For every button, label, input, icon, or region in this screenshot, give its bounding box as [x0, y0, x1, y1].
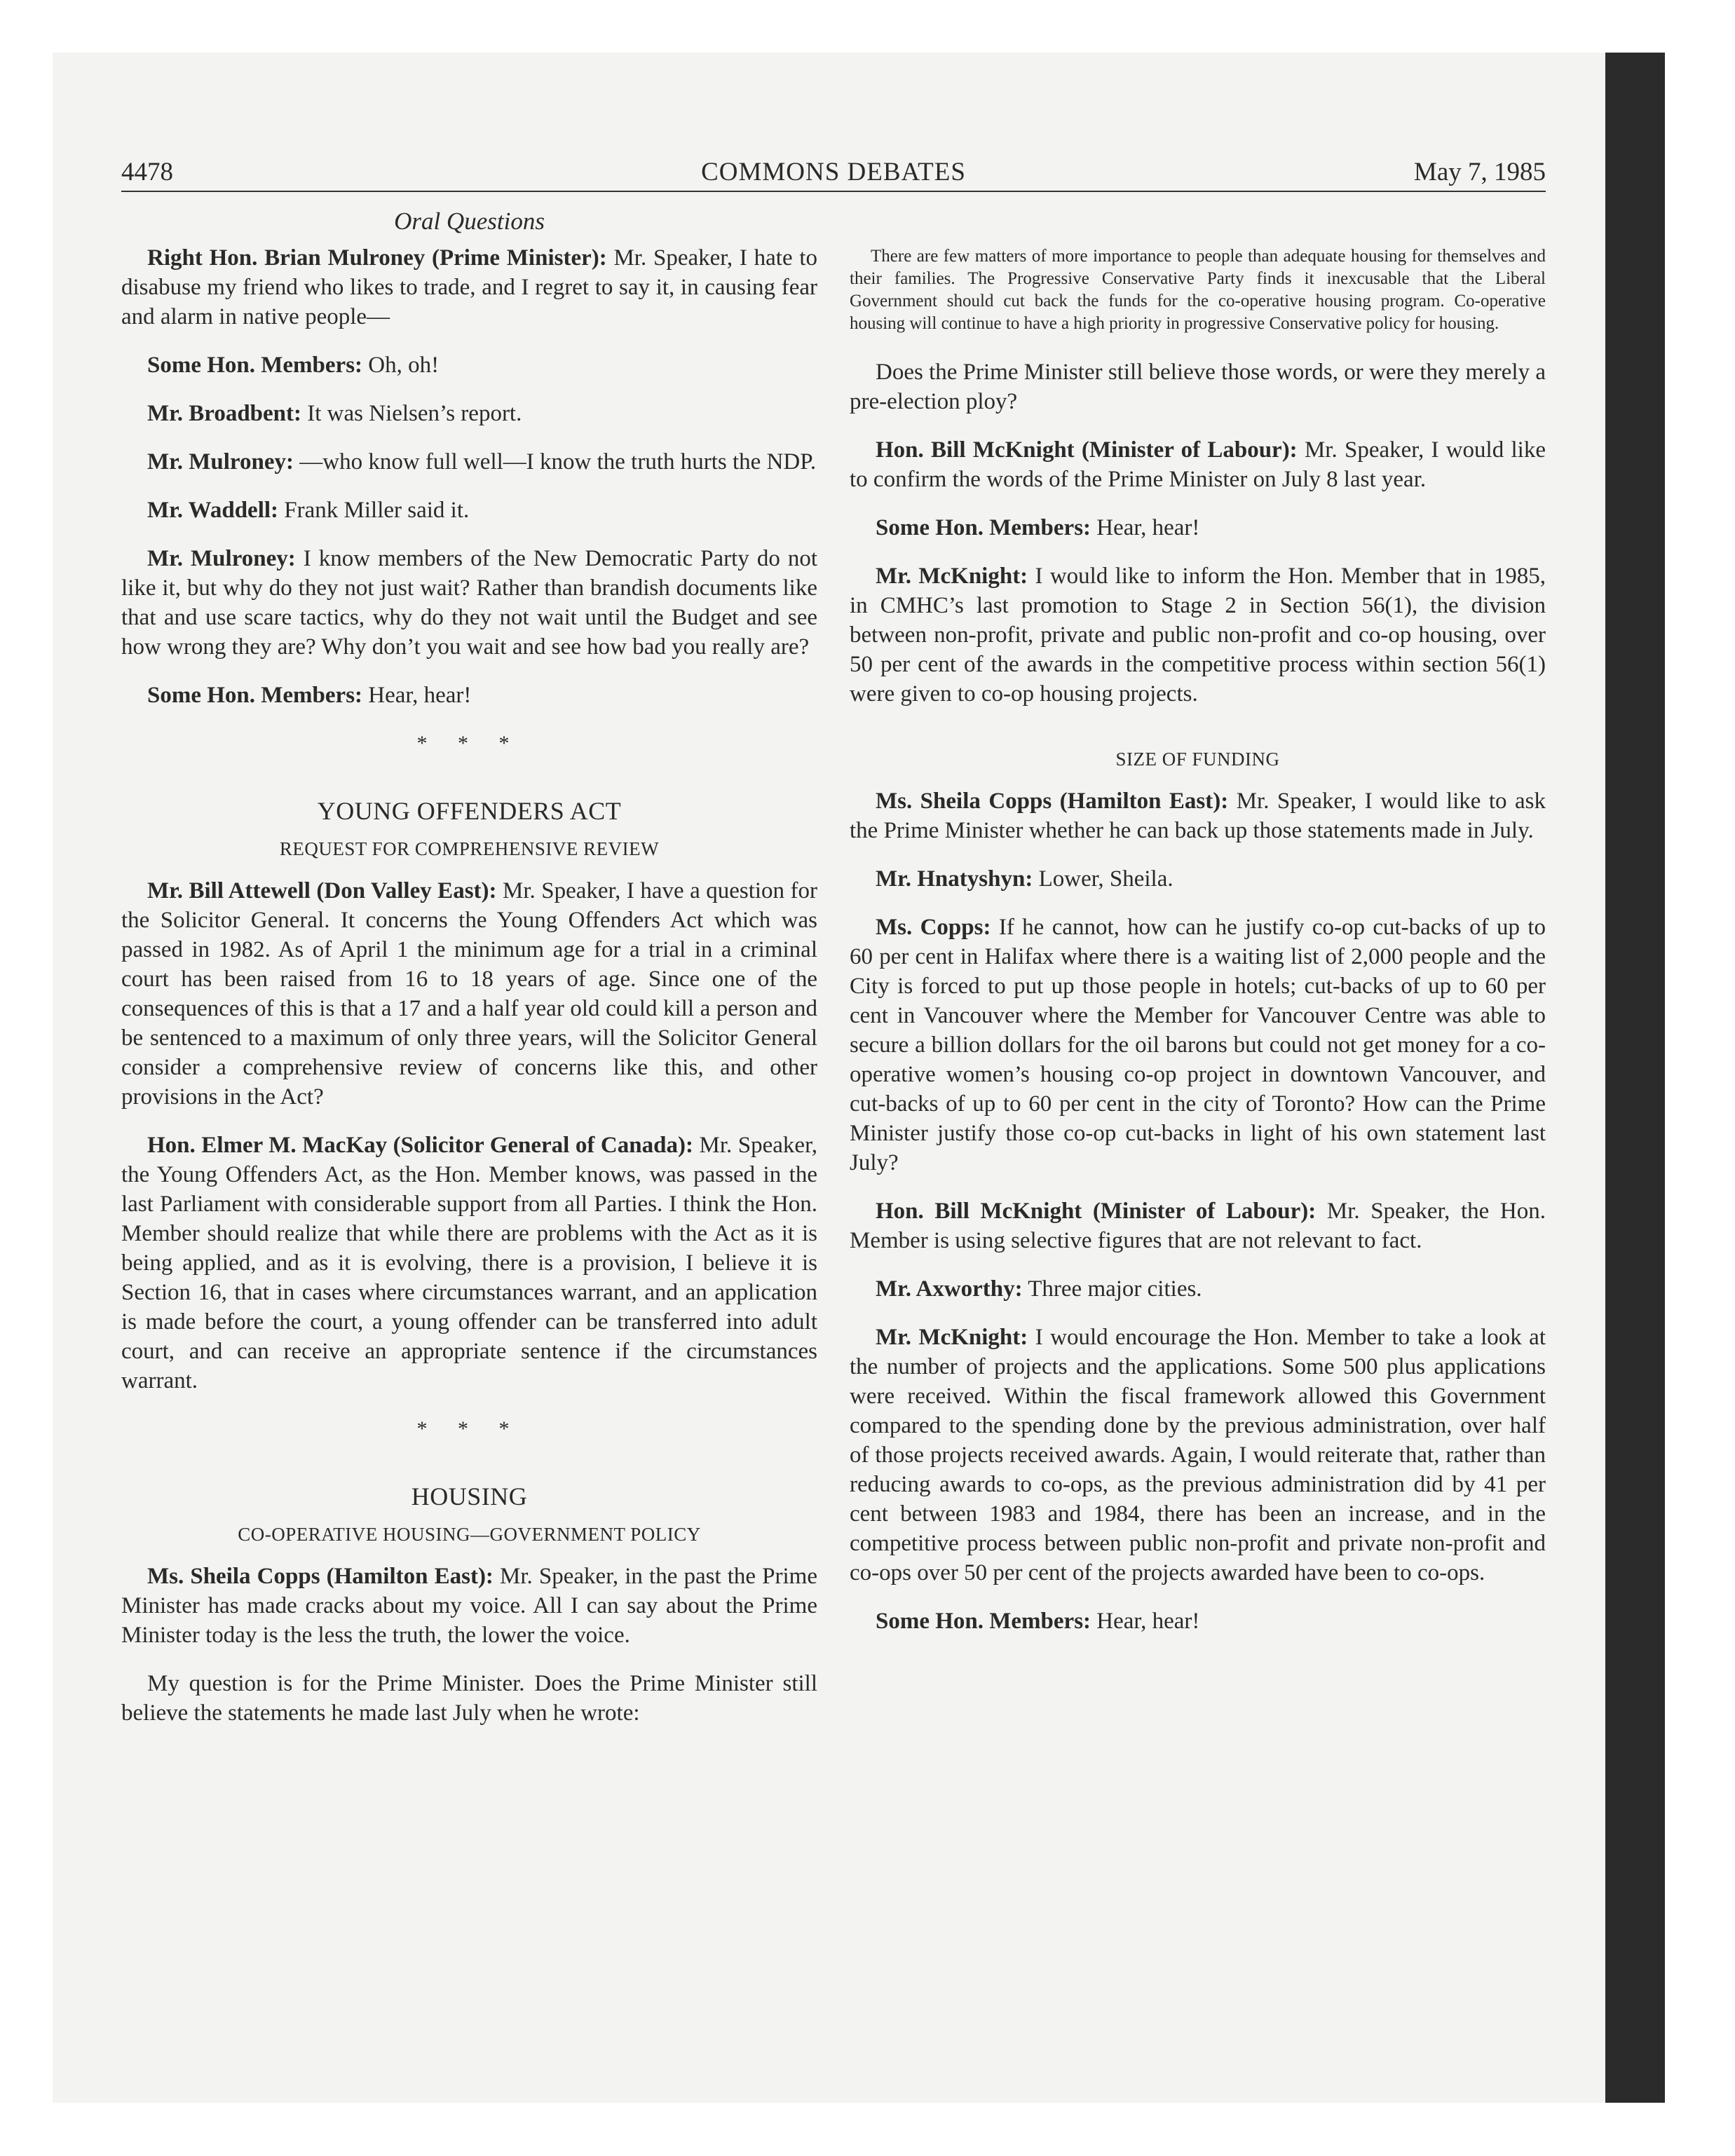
section-subheading: SIZE OF FUNDING — [1115, 749, 1280, 770]
speaker-name: Some Hon. Members: — [876, 1609, 1091, 1634]
speech-paragraph — [121, 1562, 817, 1650]
speech-text: Hear, hear! — [1091, 1609, 1200, 1634]
speech-text: Lower, Sheila. — [1033, 866, 1173, 892]
speaker-name: Ms. Sheila Copps (Hamilton East): — [876, 789, 1229, 814]
speech-text: Mr. Speaker, I hate to disabuse my friend who likes to trade, and I regret to say it, in causing fear and alarm in native people— — [121, 245, 817, 329]
speaker-name: Some Hon. Members: — [147, 683, 363, 708]
speaker-name: Mr. Broadbent: — [147, 401, 302, 426]
speech-paragraph — [850, 435, 1546, 494]
section-subheading: CO-OPERATIVE HOUSING—GOVERNMENT POLICY — [238, 1524, 701, 1545]
speaker-name: Mr. Bill Attewell (Don Valley East): — [147, 878, 497, 903]
page-header — [121, 157, 1546, 192]
speech-paragraph — [850, 1274, 1546, 1304]
speech-paragraph: Does the Prime Minister still believe those words, or were they merely a pre-election ploy? — [850, 360, 1546, 414]
section-separator: * * * — [416, 1417, 522, 1440]
speech-text: I would encourage the Hon. Member to take a look at the number of projects and the applications. Some 500 plus applications were received. Within the fiscal framework allowed this Government compared to the spending done by the previous administration, over half of those projects received awards. Again, I would reiterate that, rather than reducing awards to co-ops, as the previous administration did by 41 per cent between 1983 and 1984, there has been an increase, and in the competitive process between public non-profit and private non-profit and co-ops over 50 per cent of the projects awarded have been to co-ops. — [850, 1325, 1546, 1585]
left-column — [121, 207, 817, 1747]
speaker-name: Some Hon. Members: — [876, 515, 1091, 540]
speaker-name: Mr. McKnight: — [876, 564, 1028, 589]
speech-paragraph — [850, 786, 1546, 845]
speaker-name: Hon. Bill McKnight (Minister of Labour): — [876, 437, 1298, 463]
speech-paragraph — [121, 876, 817, 1112]
speech-text: Mr. Speaker, in the past the Prime Minister has made cracks about my voice. All I can say about the Prime Minister today is the less the truth, the lower the voice. — [121, 1564, 817, 1648]
speaker-name: Mr. Waddell: — [147, 498, 279, 523]
speech-paragraph — [121, 350, 817, 380]
speech-text: Oh, oh! — [362, 353, 440, 378]
speech-text: —who know full well—I know the truth hurts the NDP. — [293, 449, 817, 475]
speaker-name: Hon. Elmer M. MacKay (Solicitor General of Canada): — [147, 1133, 693, 1158]
page-number: 4478 — [121, 158, 173, 186]
speech-paragraph — [121, 544, 817, 662]
speech-text: If he cannot, how can he justify co-op cut-backs of up to 60 per cent in Halifax where there is a waiting list of 2,000 people and the City is forced to put up those people in hotels; cut-backs of up to 60 per cent in Vancouver where the Member for Vancouver Centre was able to secure a billion dollars for the oil barons but could not get money for a co-operative women’s housing co-op project in downtown Vancouver, and cut-backs of up to 60 per cent in the city of Toronto? How can the Prime Minister justify those co-op cut-backs in light of his own statement last July? — [850, 915, 1546, 1175]
speaker-name: Mr. Mulroney: — [147, 449, 294, 475]
section-heading: YOUNG OFFENDERS ACT — [317, 797, 622, 825]
speech-text: Hear, hear! — [1091, 515, 1200, 540]
speaker-name: Ms. Copps: — [876, 915, 991, 940]
scan-binding-edge — [1605, 53, 1665, 2103]
section-subheading: REQUEST FOR COMPREHENSIVE REVIEW — [279, 838, 660, 859]
speech-paragraph — [121, 496, 817, 525]
speaker-name: Mr. Axworthy: — [876, 1276, 1023, 1302]
speech-paragraph — [850, 1196, 1546, 1255]
speaker-name: Mr. McKnight: — [876, 1325, 1028, 1350]
section-separator: * * * — [416, 732, 522, 755]
speech-paragraph — [121, 399, 817, 428]
speaker-name: Right Hon. Brian Mulroney (Prime Minister): — [147, 245, 607, 271]
speech-paragraph — [121, 1131, 817, 1396]
section-gap — [850, 728, 1546, 744]
speech-paragraph — [121, 243, 817, 332]
speaker-name: Some Hon. Members: — [147, 353, 363, 378]
speech-text: I know members of the New Democratic Party do not like it, but why do they not just wait? Rather than brandish documents like that and use scare tactics, why do they not wait until the Budget and see how wrong they are? Why don’t you wait and see how bad you really are? — [121, 546, 818, 660]
speech-text: Three major cities. — [1022, 1276, 1202, 1302]
speech-text: Hear, hear! — [362, 683, 472, 708]
speech-paragraph: My question is for the Prime Minister. Does the Prime Minister still believe the statements he made last July when he wrote: — [121, 1671, 817, 1726]
block-quote: There are few matters of more importance to people than adequate housing for themselves and their families. The Progressive Conservative Party finds it inexcusable that the Liberal Government should cut back the funds for the co-operative housing program. Co-operative housing will continue to have a high priority in progressive Conservative policy for housing. — [850, 247, 1546, 333]
header-rule — [121, 191, 1546, 192]
speech-paragraph — [850, 1323, 1546, 1588]
speech-text: I would like to inform the Hon. Member that in 1985, in CMHC’s last promotion to Stage 2 in Section 56(1), the division between non-profit, private and public non-profit and co-op housing, over 50 per cent of the awards in the competitive process within section 56(1) were given to co-op housing projects. — [850, 564, 1546, 707]
speaker-name: Mr. Hnatyshyn: — [876, 866, 1033, 892]
speech-paragraph — [850, 913, 1546, 1178]
speaker-name: Hon. Bill McKnight (Minister of Labour): — [876, 1199, 1316, 1224]
publication-date: May 7, 1985 — [1413, 158, 1546, 186]
speech-text: Mr. Speaker, I have a question for the Solicitor General. It concerns the Young Offenders Act which was passed in 1982. As of April 1 the minimum age for a trial in a criminal court has been raised from 16 to 18 years of age. Since one of the consequences of this is that a 17 and a half year old could kill a person and be sentenced to a maximum of only three years, will the Solicitor General consider a comprehensive review of concerns like this, and other provisions in the Act? — [121, 878, 817, 1110]
publication-title: COMMONS DEBATES — [701, 158, 966, 186]
speech-text: It was Nielsen’s report. — [301, 401, 522, 426]
speech-text: Frank Miller said it. — [278, 498, 470, 523]
section-heading: HOUSING — [411, 1482, 528, 1510]
running-head: Oral Questions — [394, 207, 545, 235]
speech-text: Mr. Speaker, the Hon. Member is using selective figures that are not relevant to fact. — [850, 1199, 1546, 1253]
speech-text: Mr. Speaker, the Young Offenders Act, as the Hon. Member knows, was passed in the last Parliament with considerable support from all Parties. I think the Hon. Member should realize that while there are problems with the Act as it is being applied, and as it is evolving, there is a provision, I believe it is Section 16, that in cases where circumstances warrant, and an application is made before the court, a young offender can be transferred into adult court, and can receive an appropriate sentence if the circumstances warrant. — [121, 1133, 817, 1393]
speaker-name: Mr. Mulroney: — [147, 546, 296, 571]
speaker-name: Ms. Sheila Copps (Hamilton East): — [147, 1564, 494, 1589]
speech-text: Mr. Speaker, I would like to ask the Prime Minister whether he can back up those statements made in July. — [850, 789, 1546, 843]
speech-paragraph — [850, 513, 1546, 543]
speech-text: Mr. Speaker, I would like to confirm the words of the Prime Minister on July 8 last year. — [850, 437, 1546, 492]
speech-paragraph — [850, 561, 1546, 709]
right-column — [850, 207, 1546, 1655]
speech-paragraph — [850, 1606, 1546, 1636]
speech-paragraph — [121, 681, 817, 710]
speech-paragraph — [121, 447, 817, 477]
speech-paragraph — [850, 864, 1546, 894]
